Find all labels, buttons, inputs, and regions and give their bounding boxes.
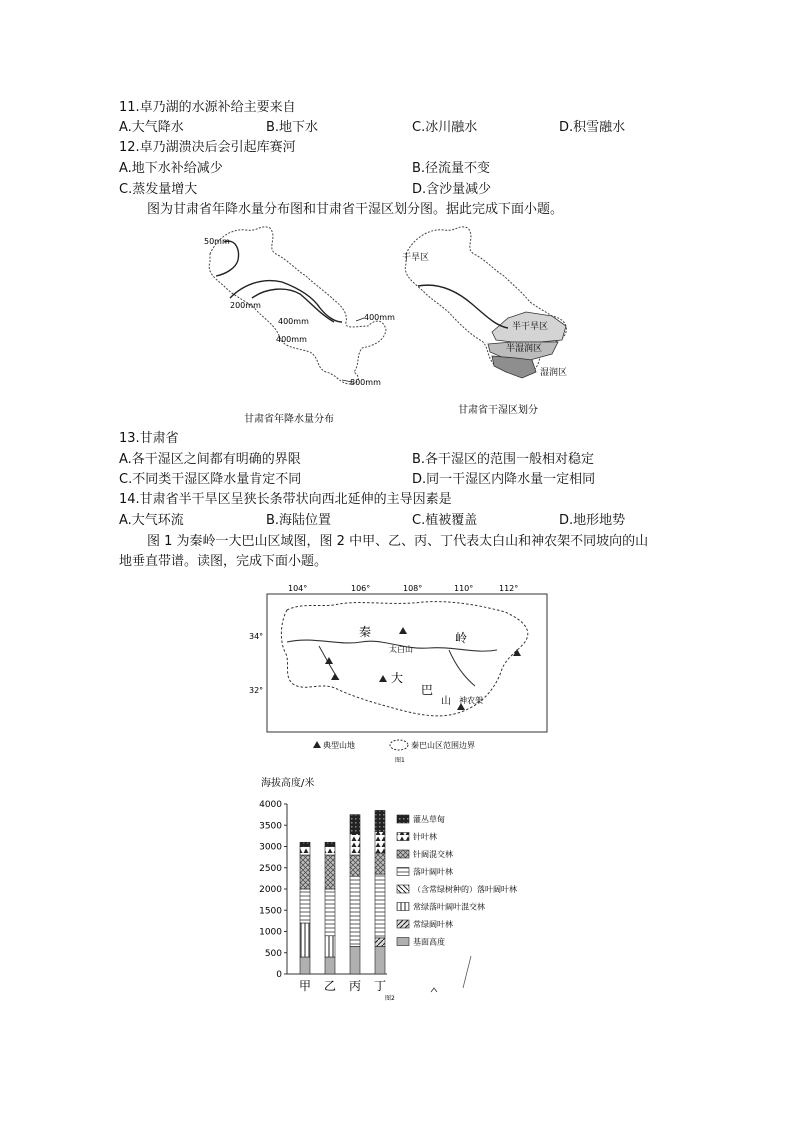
q13-option-a[interactable]: A.各干湿区之间都有明确的界限 [119,452,301,467]
fig2-caption: 图2 [385,995,395,1002]
qinba-map-figure [243,580,551,766]
legend-label: 基面高度 [413,937,445,947]
x-tick-label: 丁 [373,979,387,993]
q11-option-c[interactable]: C.冰川融水 [412,120,478,135]
intro-qinba-line2: 地垂直带谱。读图，完成下面小题。 [119,554,328,569]
q13-option-d[interactable]: D.同一干湿区内降水量一定相同 [412,472,596,487]
q13-option-b[interactable]: B.各干湿区的范围一般相对稳定 [412,452,595,467]
legend-swatch [397,920,409,928]
lat-tick-32: 32° [249,686,264,695]
bar-segment [375,832,385,853]
bar-segment [375,938,385,947]
y-tick-label: 3000 [259,842,282,853]
q12-option-a[interactable]: A.地下水补给减少 [119,161,223,176]
q11-stem: 11.卓乃湖的水源补给主要来自 [119,100,296,115]
bar-segment [350,946,360,974]
bar-segment [350,855,360,876]
bar-segment [300,889,310,923]
legend-swatch [397,850,409,858]
label-semiarid: 半干旱区 [512,322,549,332]
legend-mountain-icon [313,741,321,748]
y-axis [259,800,387,980]
label-ling: 岭 [455,631,468,645]
y-tick-label: 1500 [259,906,282,917]
bar-segment [325,855,335,889]
label-400mm-b: 400mm [276,335,307,344]
bar-segment [325,936,335,957]
legend-label: 针叶林 [413,832,437,842]
x-tick-label: 乙 [323,979,337,993]
bar-segment [300,847,310,856]
y-axis-label: 海拔高度/米 [261,778,315,789]
label-shennongjia: 神农架 [459,696,483,705]
q14-option-a[interactable]: A.大气环流 [119,513,184,528]
legend-label: 落叶阔叶林 [413,867,453,877]
legend-swatch [397,938,409,946]
lon-tick-104: 104° [288,584,308,593]
label-taibaishan: 太白山 [389,645,413,654]
lon-tick-108: 108° [403,584,423,593]
bar-segment [350,876,360,946]
bar-segment [325,847,335,856]
bar-segment [325,889,335,936]
bar-segment [375,874,385,938]
lon-tick-106: 106° [351,584,371,593]
q13-option-c[interactable]: C.不同类干湿区降水量肯定不同 [119,472,302,487]
map-frame [267,594,547,732]
label-humid: 湿润区 [540,368,568,378]
y-tick-label: 2500 [259,863,282,874]
q13-stem: 13.甘肃省 [119,431,179,446]
x-labels [299,979,386,993]
q14-option-b[interactable]: B.海陆位置 [266,513,332,528]
x-tick-label: 丙 [348,979,362,993]
x-tick-label: 甲 [298,979,312,993]
bars [300,810,385,974]
label-400mm-c: 400mm [364,313,395,322]
stray-caret [431,988,437,992]
gansu-maps-figure [196,222,576,428]
lon-tick-110: 110° [454,584,474,593]
q12-stem: 12.卓乃湖溃决后会引起库赛河 [119,140,296,155]
label-200mm: 200mm [230,301,261,310]
q12-option-c[interactable]: C.蒸发量增大 [119,182,198,197]
label-qin: 秦 [359,625,372,639]
caption-precip: 甘肃省年降水量分布 [244,414,334,425]
bar-segment [300,842,310,846]
legend-boundary-icon [390,740,408,750]
q11-option-b[interactable]: B.地下水 [266,120,319,135]
label-arid: 干旱区 [402,253,430,263]
legend-swatch [397,833,409,841]
stray-mark [463,956,471,988]
bar-segment [350,834,360,855]
intro-gansu: 图为甘肃省年降水量分布图和甘肃省干湿区划分图。据此完成下面小题。 [147,202,564,217]
legend-label: 常绿阔叶林 [413,920,453,929]
lon-tick-112: 112° [499,584,519,593]
legend-label: 灌丛草甸 [413,815,445,824]
bar-segment [325,842,335,846]
bar-segment [375,810,385,831]
bar-segment [300,855,310,889]
legend-swatch [397,903,409,911]
legend-swatch [397,885,409,893]
vertical-zonation-chart [243,770,551,1002]
q14-stem: 14.甘肃省半干旱区呈狭长条带状向西北延伸的主导因素是 [119,492,452,507]
isoline-50mm [216,241,238,276]
legend-swatch [397,815,409,823]
bar-segment [375,946,385,974]
legend-swatch [397,868,409,876]
q11-option-a[interactable]: A.大气降水 [119,120,184,135]
y-tick-label: 4000 [259,800,282,810]
bar-segment [325,957,335,974]
label-50mm: 50mm [204,237,230,246]
bar-segment [300,923,310,957]
y-tick-label: 0 [276,970,282,980]
label-semihumid: 半湿润区 [506,344,543,354]
bar-segment [350,815,360,834]
legend-label: （含常绿树种的）落叶阔叶林 [413,885,517,894]
legend-boundary-label: 秦巴山区范围边界 [411,741,475,750]
q12-option-d[interactable]: D.含沙量减少 [412,182,492,197]
q14-option-d[interactable]: D.地形地势 [559,513,626,528]
y-tick-label: 1000 [259,927,282,938]
label-shan: 山 [441,696,451,707]
q14-option-c[interactable]: C.植被覆盖 [412,513,478,528]
lat-tick-34: 34° [249,632,264,641]
q11-option-d[interactable]: D.积雪融水 [559,120,626,135]
y-tick-label: 2000 [259,885,282,895]
legend-mountain-label: 典型山地 [323,741,355,750]
label-ba: 巴 [421,683,434,697]
label-800mm: 800mm [350,378,381,387]
legend-label: 常绿落叶阔叶混交林 [413,902,485,912]
legend [397,814,517,947]
boundary-arid [418,285,508,328]
bar-segment [375,853,385,874]
label-da: 大 [391,671,404,685]
bar-segment [300,957,310,974]
fig1-caption: 图1 [395,757,405,764]
caption-zones: 甘肃省干湿区划分 [458,405,538,416]
y-tick-label: 500 [264,948,282,959]
q12-option-b[interactable]: B.径流量不变 [412,161,491,176]
zone-humid [492,356,536,378]
intro-qinba-line1: 图 1 为秦岭一大巴山区域图，图 2 中甲、乙、丙、丁代表太白山和神农架不同坡向的山 [147,534,649,549]
legend-label: 针阔混交林 [413,850,453,859]
label-400mm-a: 400mm [278,317,309,326]
y-tick-label: 3500 [259,821,282,832]
